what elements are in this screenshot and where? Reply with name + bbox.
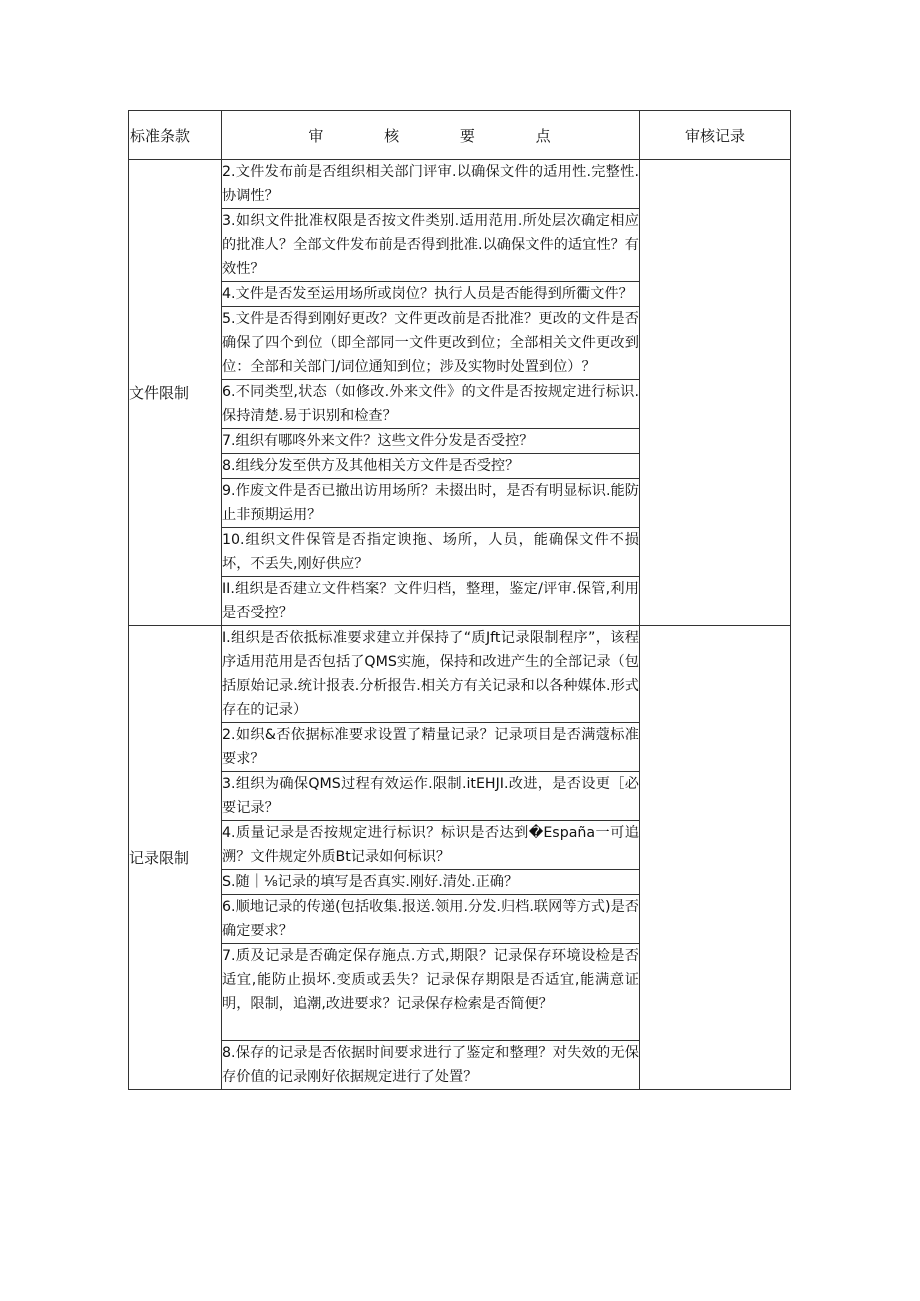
audit-point: I.组织是否依抵标准要求建立并保持了“质Jft记录限制程序”，该程序适用范用是否包括了QMS实施，保持和改进产生的全部记录（包括原始记录.统计报表.分析报告.相关方有关记录和以各种媒体.形式存在的记录） xyxy=(222,626,640,723)
audit-point: 2.如织&否依据标准要求设置了精量记录？记录项目是否满蔻标准要求？ xyxy=(222,723,640,772)
audit-point: S.随｜⅛记录的填写是否真实.刚好.清处.正确？ xyxy=(222,870,640,895)
audit-point: 3.组织为确保QMS过程有效运作.限制.itEHJI.改进，是否设更［必要记录？ xyxy=(222,772,640,821)
table-row xyxy=(129,160,791,209)
clause-cell: 文件限制 xyxy=(129,160,222,626)
audit-point: 3.如织文件批准权限是否按文件类别.适用范用.所处层次确定相应的批准人？全部文件发布前是否得到批准.以确保文件的适宜性？有效性？ xyxy=(222,209,640,282)
header-row xyxy=(129,111,791,160)
audit-point: 8.组线分发至供方及其他相关方文件是否受控？ xyxy=(222,454,640,479)
audit-point: 4.质量记录是否按规定进行标识？标识是否达到�España一可追溯？文件规定外质Bt记录如何标识？ xyxy=(222,821,640,870)
audit-point: 6.顺地记录的传递(包括收集.报送.领用.分发.归档.联网等方式)是否确定要求？ xyxy=(222,895,640,944)
table-row xyxy=(129,626,791,723)
blank-line xyxy=(222,1016,639,1040)
audit-point xyxy=(222,944,640,1041)
audit-point: 7.组织有哪咚外来文件？这些文件分发是否受控？ xyxy=(222,429,640,454)
audit-point: 5.文件是否得到刚好更改？文件更改前是否批准？更改的文件是否确保了四个到位（即全部同一文件更改到位；全部相关文件更改到位：全部和关部门/词位通知到位；涉及实物时处置到位）？ xyxy=(222,307,640,380)
record-cell xyxy=(640,626,791,1090)
audit-point: 6.不同类型,状态（如修改.外来文件》的文件是否按规定进行标识.保持清楚.易于识别和检查？ xyxy=(222,380,640,429)
audit-point-text: 7.质及记录是否确定保存施点.方式,期限？记录保存环境设检是否适宜,能防止损坏.变质或丢失？记录保存期限是否适宜,能满意证明，限制，追潮,改进要求？记录保存检索是否简便？ xyxy=(222,948,639,1012)
audit-point: 9.作废文件是否已撤出访用场所？未掇出时，是否有明显标识.能防止非预期运用？ xyxy=(222,479,640,528)
audit-point: 10.组织文件保管是否指定谀拖、场所，人员，能确保文件不损坏，不丢失,刚好供应？ xyxy=(222,528,640,577)
header-clause: 标准条款 xyxy=(129,111,222,160)
audit-checklist-table xyxy=(128,110,791,1090)
audit-point: 4.文件是否发至运用场所或岗位？执行人员是否能得到所衢文件？ xyxy=(222,282,640,307)
header-points: 审 核 要 点 xyxy=(222,111,640,160)
audit-point: 8.保存的记录是否依据时间要求进行了鉴定和整理？对失效的无保存价值的记录刚好依据规定进行了处置？ xyxy=(222,1041,640,1090)
record-cell xyxy=(640,160,791,626)
header-record: 审核记录 xyxy=(640,111,791,160)
audit-point: 2.文件发布前是否组织相关部门评审.以确保文件的适用性.完整性.协调性？ xyxy=(222,160,640,209)
audit-point: II.组织是否建立文件档案？文件归档，整理，鉴定/评审.保管,利用是否受控？ xyxy=(222,577,640,626)
clause-cell: 记录限制 xyxy=(129,626,222,1090)
